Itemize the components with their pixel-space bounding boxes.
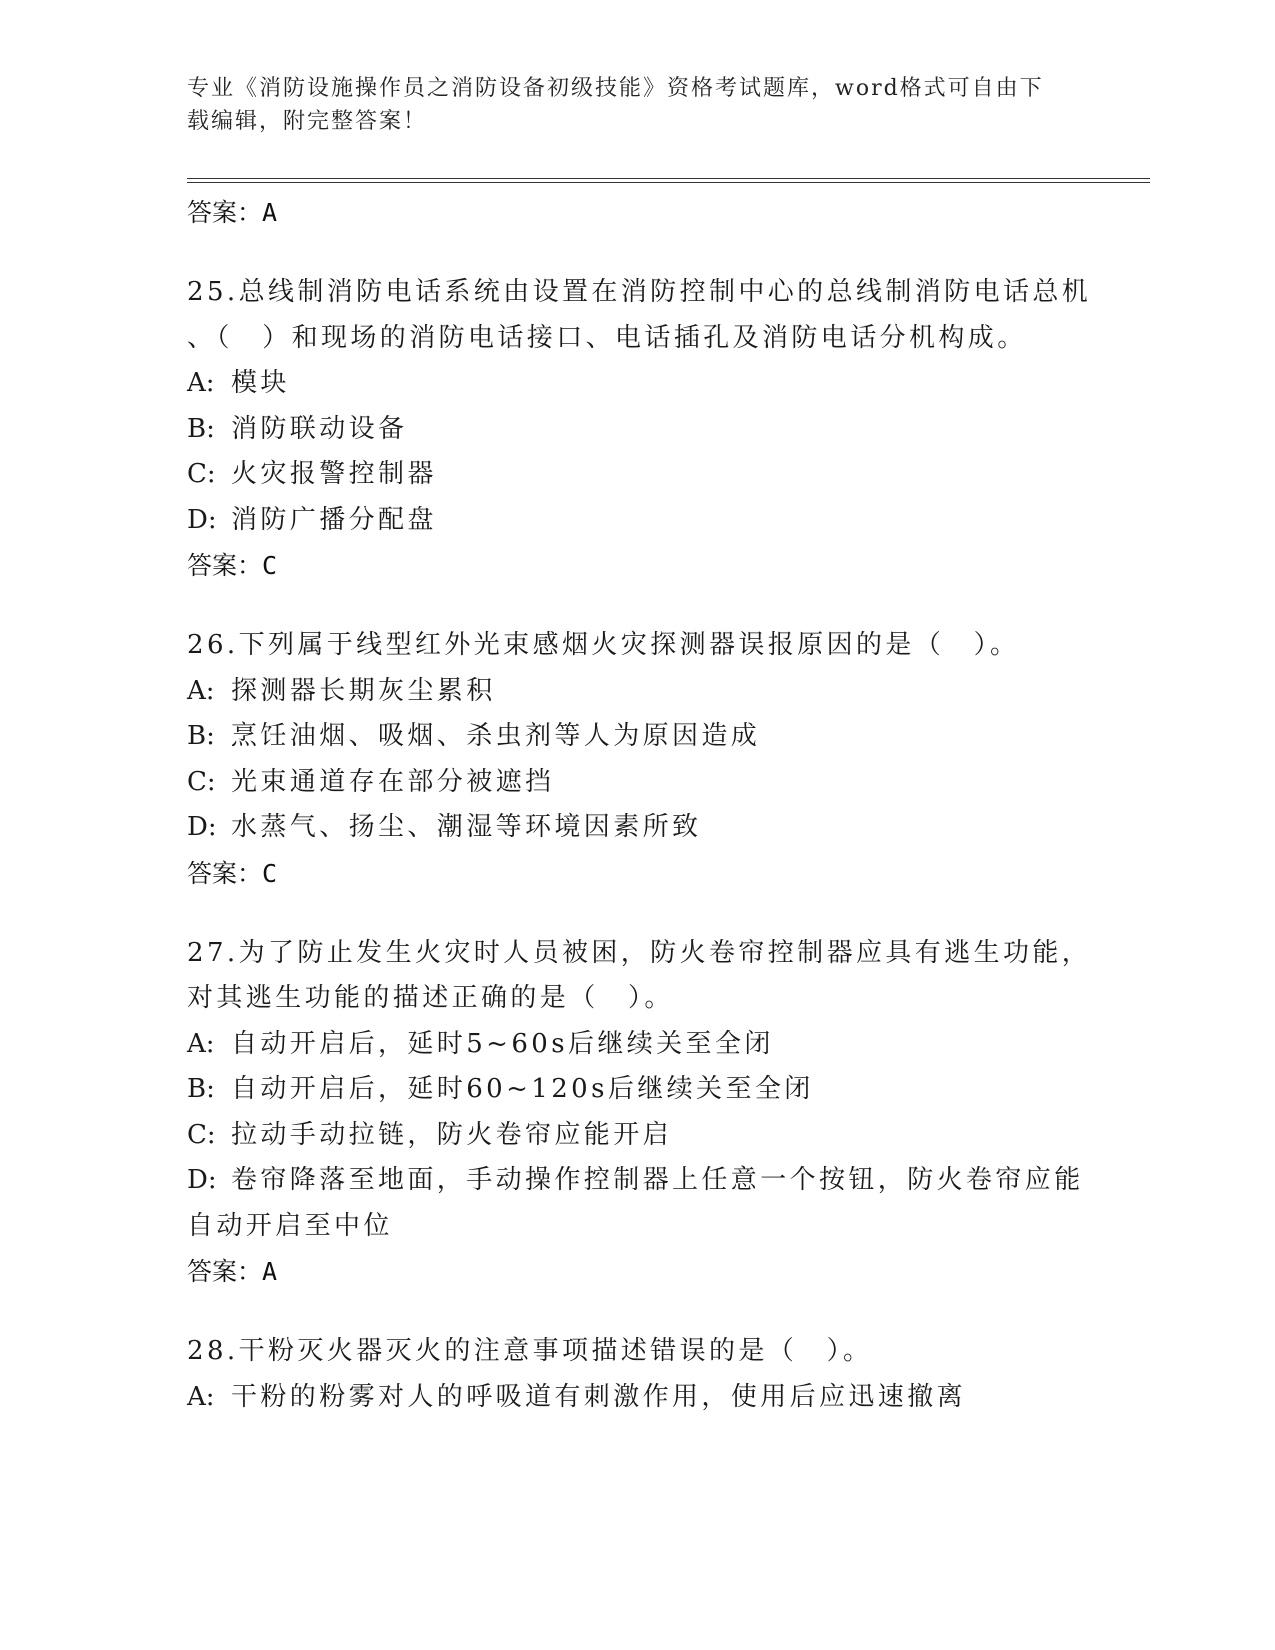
question-line: 对其逃生功能的描述正确的是（ ）。 [187, 983, 674, 1013]
option-key: B: [187, 413, 215, 444]
option-text: 水蒸气、扬尘、潮湿等环境因素所致 [231, 812, 702, 842]
answer-label: 答案： [187, 858, 263, 888]
question-text [187, 623, 1087, 669]
option-text: 自动开启后，延时60~120s后继续关至全闭 [231, 1074, 814, 1104]
question-number: 26. [187, 630, 239, 660]
header-line-1: 专业《消防设施操作员之消防设备初级技能》资格考试题库，word格式可自由下 [187, 76, 1044, 101]
answer-line [187, 1249, 1087, 1295]
answer-label: 答案： [187, 551, 263, 580]
option-key: C: [187, 766, 216, 797]
question-text [187, 270, 1092, 361]
question-line: 下列属于线型红外光束感烟火灾探测器误报原因的是（ ）。 [238, 630, 1020, 660]
question-number: 25. [187, 277, 239, 307]
header-line-2: 载编辑，附完整答案！ [187, 109, 428, 134]
question-27 [187, 931, 1092, 1296]
option-key: C: [187, 1119, 216, 1150]
question-list [187, 190, 1092, 1420]
option-text: 烹饪油烟、吸烟、杀虫剂等人为原因造成 [231, 721, 761, 751]
question-line: 、（ ）和现场的消防电话接口、电话插孔及消防电话分机构成。 [187, 322, 1027, 353]
option-d [187, 498, 1087, 544]
question-number: 27. [187, 937, 239, 968]
answer-line [187, 543, 1087, 589]
option-d-continued: 自动开启至中位 [187, 1210, 393, 1241]
option-text: 火灾报警控制器 [231, 459, 437, 489]
option-text: 拉动手动拉链，防火卷帘应能开启 [231, 1119, 673, 1150]
option-text: 自动开启后，延时5~60s后继续关至全闭 [231, 1028, 774, 1059]
page-header [187, 72, 1067, 138]
question-26 [187, 623, 1087, 897]
option-a [187, 669, 1087, 715]
answer-line [187, 851, 1087, 897]
option-a [187, 1022, 1087, 1068]
option-b [187, 407, 1087, 453]
option-key: A: [187, 675, 215, 706]
option-text: 光束通道存在部分被遮挡 [231, 766, 555, 797]
question-28 [187, 1329, 1087, 1420]
question-line: 为了防止发生火灾时人员被困，防火卷帘控制器应具有逃生功能， [238, 937, 1092, 968]
option-key: A: [187, 1381, 215, 1412]
option-c [187, 1113, 1087, 1159]
answer-value: C [262, 551, 278, 580]
answer-value: A [262, 198, 278, 227]
question-text [187, 1329, 1087, 1375]
option-d [187, 805, 1087, 851]
option-d [187, 1158, 1087, 1204]
option-key: A: [187, 368, 215, 398]
option-key: A: [187, 1028, 215, 1059]
option-a [187, 1375, 1087, 1421]
option-key: D: [187, 812, 217, 842]
answer-value: C [262, 858, 278, 888]
option-text: 模块 [231, 368, 290, 398]
option-c [187, 760, 1087, 806]
question-text [187, 931, 1092, 1022]
option-key: D: [187, 1165, 217, 1195]
option-a [187, 361, 1087, 407]
header-divider-top [187, 178, 1150, 179]
option-key: B: [187, 1074, 215, 1104]
question-line: 干粉灭火器灭火的注意事项描述错误的是（ ）。 [238, 1336, 873, 1366]
option-b [187, 714, 1087, 760]
option-text: 卷帘降落至地面，手动操作控制器上任意一个按钮，防火卷帘应能 [231, 1165, 1084, 1195]
option-key: B: [187, 721, 215, 751]
option-c [187, 452, 1087, 498]
option-text: 干粉的粉雾对人的呼吸道有刺激作用，使用后应迅速撤离 [231, 1381, 967, 1412]
question-number: 28. [187, 1336, 239, 1366]
option-text: 消防联动设备 [231, 413, 408, 444]
option-key: C: [187, 459, 216, 489]
question-25 [187, 270, 1092, 589]
answer-value: A [262, 1257, 278, 1286]
question-line: 总线制消防电话系统由设置在消防控制中心的总线制消防电话总机 [238, 277, 1092, 307]
option-key: D: [187, 504, 217, 535]
option-text: 消防广播分配盘 [231, 504, 437, 535]
answer-label: 答案： [187, 198, 263, 227]
answer-label: 答案： [187, 1257, 263, 1286]
option-text: 探测器长期灰尘累积 [231, 675, 496, 706]
header-divider-bottom [187, 182, 1150, 183]
answer-line [187, 190, 1087, 236]
option-b [187, 1067, 1087, 1113]
